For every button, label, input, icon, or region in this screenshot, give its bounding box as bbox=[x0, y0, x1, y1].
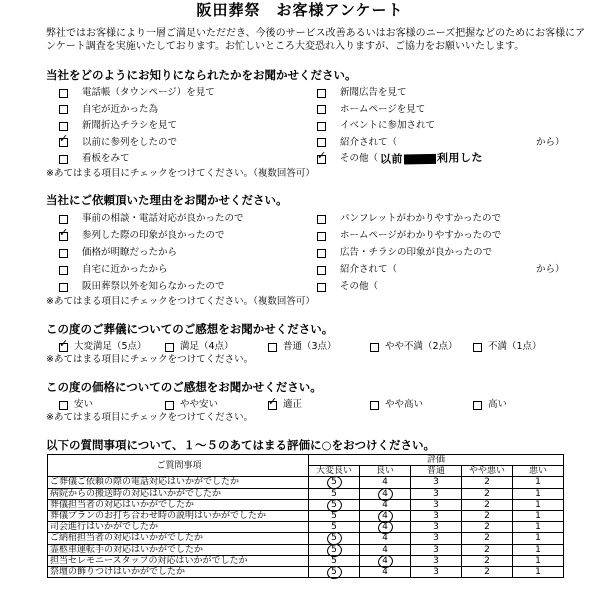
rating-value: 3 bbox=[433, 499, 439, 510]
q3-option-label: やや不満（2点） bbox=[385, 341, 458, 352]
scale-label: 普通 bbox=[411, 466, 462, 477]
q3-option[interactable] bbox=[165, 341, 234, 353]
table-row bbox=[48, 477, 564, 488]
question-cell: 祭壇の飾りつけはいかがでしたか bbox=[48, 566, 309, 577]
rating-value: 2 bbox=[484, 488, 490, 499]
q2-right-option[interactable] bbox=[317, 213, 501, 225]
q1-right-checkbox[interactable] bbox=[317, 89, 326, 98]
rating-value: 4 bbox=[382, 566, 388, 577]
q2-heading: 当社にご依頼頂いた理由をお聞かせください。 bbox=[46, 193, 288, 207]
q1-heading: 当社をどのようにお知りになられたかをお聞かせください。 bbox=[46, 68, 357, 82]
q3-option[interactable] bbox=[370, 341, 458, 353]
q2-left-option[interactable] bbox=[59, 247, 177, 259]
q1-left-checkbox[interactable] bbox=[59, 89, 68, 98]
handwritten-pre: 以前 bbox=[379, 152, 404, 166]
rating-cell[interactable] bbox=[309, 566, 360, 577]
q3-note: ※あてはまる項目にチェックをつけてください。 bbox=[46, 354, 254, 365]
q2-right-option-label: 広告・チラシの印象が良かったので bbox=[340, 247, 493, 258]
rating-value: 2 bbox=[484, 544, 490, 555]
rating-value: 1 bbox=[535, 488, 541, 499]
rating-cell[interactable] bbox=[462, 566, 513, 577]
rating-value: 1 bbox=[535, 511, 541, 522]
rating-cell[interactable] bbox=[360, 533, 411, 544]
q4-option-label: やや高い bbox=[385, 399, 424, 410]
scale-label: 大変良い bbox=[309, 466, 360, 477]
table-row bbox=[48, 566, 564, 577]
rating-value: 4 bbox=[382, 499, 388, 510]
q2-right-option-label: パンフレットがわかりやすかったので bbox=[340, 213, 502, 224]
q2-left-option-label: 価格が明瞭だったから bbox=[82, 247, 178, 258]
q2-left-checkbox[interactable] bbox=[59, 266, 68, 275]
scale-label: やや悪い bbox=[462, 466, 513, 477]
table-row bbox=[48, 499, 564, 510]
q2-note: ※あてはまる項目にチェックをつけてください。（複数回答可） bbox=[46, 296, 315, 307]
q2-left-checkbox[interactable] bbox=[59, 249, 68, 258]
rating-value: 4 bbox=[382, 488, 388, 499]
table-row bbox=[48, 488, 564, 499]
q2-right-checkbox[interactable] bbox=[317, 232, 326, 241]
q2-left-option-label: 参列した際の印象が良かったので bbox=[82, 230, 225, 241]
rating-cell[interactable] bbox=[462, 499, 513, 510]
rating-cell[interactable] bbox=[411, 566, 462, 577]
rating-value: 5 bbox=[331, 544, 337, 555]
q2-right-checkbox[interactable] bbox=[317, 249, 326, 258]
rating-cell[interactable] bbox=[513, 566, 564, 577]
table-row bbox=[48, 544, 564, 555]
q1-left-option[interactable] bbox=[59, 137, 177, 149]
rating-value: 2 bbox=[484, 499, 490, 510]
rating-cell[interactable] bbox=[411, 510, 462, 521]
rating-cell[interactable] bbox=[309, 477, 360, 488]
rating-value: 2 bbox=[484, 511, 490, 522]
q2-left-option-label: 事前の相談・電話対応が良かったので bbox=[82, 213, 244, 224]
question-cell: 葬儀担当者の対応はいかがでしたか bbox=[48, 499, 309, 510]
rating-value: 5 bbox=[331, 499, 337, 510]
intro-text: 弊社ではお客様により一層ご満足いただだき、今後のサービス改善あるいはお客様のニーズ把握などのためにお客様にアンケート調査を実施いたしております。お忙しいところ大変恐れ入りますが、ご協力をお願いいたします。 bbox=[46, 28, 586, 52]
q4-option-label: 高い bbox=[488, 399, 508, 410]
q2-left-option[interactable] bbox=[59, 213, 244, 225]
q1-left-option[interactable] bbox=[59, 153, 130, 165]
q4-option[interactable] bbox=[268, 399, 302, 411]
table-row bbox=[48, 533, 564, 544]
q3-option-label: 普通（3点） bbox=[283, 341, 337, 352]
q3-option[interactable] bbox=[59, 341, 147, 353]
rating-value: 3 bbox=[433, 544, 439, 555]
rating-value: 2 bbox=[484, 533, 490, 544]
rating-cell[interactable] bbox=[411, 477, 462, 488]
rating-value: 5 bbox=[331, 533, 337, 544]
q1-right-checkbox[interactable] bbox=[317, 122, 326, 131]
q1-right-option-label: 新聞広告を見て bbox=[340, 87, 407, 98]
rating-cell[interactable] bbox=[360, 555, 411, 566]
rating-value: 4 bbox=[382, 511, 388, 522]
rating-value: 3 bbox=[433, 511, 439, 522]
q3-checkbox[interactable] bbox=[165, 343, 174, 352]
rating-value: 3 bbox=[433, 566, 439, 577]
q1-left-option-label: 新聞折込チラシを見て bbox=[82, 120, 178, 131]
q1-left-checkbox[interactable] bbox=[59, 105, 68, 114]
rating-cell[interactable] bbox=[513, 522, 564, 533]
rating-value: 3 bbox=[433, 522, 439, 533]
rating-cell[interactable] bbox=[513, 555, 564, 566]
rating-cell[interactable] bbox=[462, 477, 513, 488]
question-cell: 病院からの搬送時の対応はいかがでしたか bbox=[48, 488, 309, 499]
rating-cell[interactable] bbox=[513, 488, 564, 499]
q4-option-label: 適正 bbox=[283, 399, 303, 410]
q2-right-suffix: から） bbox=[536, 264, 565, 275]
rating-value: 1 bbox=[535, 477, 541, 488]
rating-cell[interactable] bbox=[360, 488, 411, 499]
rating-cell[interactable] bbox=[360, 522, 411, 533]
q2-left-option[interactable] bbox=[59, 264, 168, 276]
q5-heading: 以下の質問事項について、１～５のあてはまる評価に○をおつけください。 bbox=[46, 438, 435, 452]
rating-value: 1 bbox=[535, 499, 541, 510]
rating-cell[interactable] bbox=[462, 522, 513, 533]
rating-cell[interactable] bbox=[513, 477, 564, 488]
question-cell: 司会進行はいかがでしたか bbox=[48, 522, 309, 533]
rating-value: 5 bbox=[331, 477, 337, 488]
q3-option[interactable] bbox=[268, 341, 337, 353]
rating-cell[interactable] bbox=[309, 544, 360, 555]
q4-checkbox[interactable] bbox=[473, 401, 482, 410]
question-cell: 担当セレモニースタッフの対応はいかがでしたか bbox=[48, 555, 309, 566]
q2-left-checkbox[interactable] bbox=[59, 283, 68, 292]
q2-left-option[interactable] bbox=[59, 230, 225, 242]
q3-checkbox[interactable] bbox=[473, 343, 482, 352]
q2-left-option-label: 阪田葬祭以外を知らなかったので bbox=[82, 281, 225, 292]
q4-option[interactable] bbox=[473, 399, 507, 411]
rating-value: 4 bbox=[382, 533, 388, 544]
rating-cell[interactable] bbox=[360, 544, 411, 555]
rating-cell[interactable] bbox=[462, 533, 513, 544]
q1-left-option[interactable] bbox=[59, 104, 158, 116]
rating-value: 3 bbox=[433, 488, 439, 499]
rating-cell[interactable] bbox=[513, 544, 564, 555]
rating-cell[interactable] bbox=[309, 499, 360, 510]
q2-right-option-label: その他（ bbox=[340, 281, 379, 292]
q1-right-option[interactable] bbox=[317, 104, 425, 116]
rating-value: 5 bbox=[331, 522, 337, 533]
q1-right-checkbox[interactable] bbox=[317, 105, 326, 114]
q4-option[interactable] bbox=[165, 399, 218, 411]
col-rating-header: 評価 bbox=[309, 455, 564, 466]
survey-title: 阪田葬祭 お客様アンケート bbox=[196, 1, 404, 19]
rating-value: 2 bbox=[484, 522, 490, 533]
q1-right-option[interactable] bbox=[317, 87, 407, 99]
scale-label: 良い bbox=[360, 466, 411, 477]
q4-option[interactable] bbox=[59, 399, 93, 411]
q2-right-option-label: 紹介されて（ bbox=[340, 264, 398, 275]
q1-right-checkbox[interactable] bbox=[317, 155, 326, 164]
q2-left-checkbox[interactable] bbox=[59, 232, 68, 241]
q1-right-option-label: ホームページを見て bbox=[340, 103, 426, 115]
q4-heading: この度の価格についてのご感想をお聞かせください。 bbox=[46, 380, 322, 394]
rating-value: 5 bbox=[331, 511, 337, 522]
rating-cell[interactable] bbox=[309, 533, 360, 544]
q2-left-checkbox[interactable] bbox=[59, 215, 68, 224]
rating-value: 4 bbox=[382, 522, 388, 533]
q2-right-checkbox[interactable] bbox=[317, 283, 326, 292]
q2-right-checkbox[interactable] bbox=[317, 215, 326, 224]
table-row bbox=[48, 510, 564, 521]
rating-cell[interactable] bbox=[462, 510, 513, 521]
rating-cell[interactable] bbox=[513, 499, 564, 510]
col-question-header: ご質問事項 bbox=[48, 455, 309, 477]
rating-cell[interactable] bbox=[360, 566, 411, 577]
q3-checkbox[interactable] bbox=[268, 343, 277, 352]
question-cell: ご納棺担当者の対応はいかがでしたか bbox=[48, 533, 309, 544]
q1-left-option-label: 以前に参列をしたので bbox=[82, 136, 178, 148]
q1-left-option[interactable] bbox=[59, 87, 215, 99]
handwritten-answer bbox=[380, 152, 483, 166]
table-header-row bbox=[48, 455, 564, 466]
q4-option[interactable] bbox=[370, 399, 423, 411]
q1-left-option[interactable] bbox=[59, 120, 177, 132]
rating-value: 5 bbox=[331, 555, 337, 566]
q3-option-label: 大変満足（5点） bbox=[74, 341, 147, 352]
rating-value: 4 bbox=[382, 544, 388, 555]
q1-left-checkbox[interactable] bbox=[59, 122, 68, 131]
table-row bbox=[48, 522, 564, 533]
q1-note: ※あてはまる項目にチェックをつけてください。（複数回答可） bbox=[46, 168, 315, 179]
rating-table bbox=[47, 454, 564, 578]
q1-right-option[interactable] bbox=[317, 120, 435, 132]
q4-checkbox[interactable] bbox=[268, 401, 277, 410]
rating-cell[interactable] bbox=[360, 477, 411, 488]
rating-value: 1 bbox=[535, 544, 541, 555]
question-cell: 霊柩車運転手の対応はいかがでしたか bbox=[48, 544, 309, 555]
rating-value: 1 bbox=[535, 566, 541, 577]
q3-option[interactable] bbox=[473, 341, 542, 353]
rating-cell[interactable] bbox=[411, 555, 462, 566]
rating-value: 2 bbox=[484, 555, 490, 566]
q4-option-label: 安い bbox=[74, 399, 94, 410]
rating-cell[interactable] bbox=[411, 499, 462, 510]
scale-label: 悪い bbox=[513, 466, 564, 477]
handwritten-post: 利用した bbox=[436, 151, 484, 165]
q4-option-label: やや安い bbox=[180, 399, 219, 410]
q1-left-option-label: 自宅が近かった為 bbox=[82, 103, 159, 115]
rating-cell[interactable] bbox=[309, 510, 360, 521]
rating-value: 3 bbox=[433, 477, 439, 488]
q3-checkbox[interactable] bbox=[370, 343, 379, 352]
q2-left-option-label: 自宅に近かったから bbox=[82, 264, 168, 275]
q2-left-option[interactable] bbox=[59, 281, 225, 293]
rating-cell[interactable] bbox=[462, 544, 513, 555]
rating-value: 3 bbox=[433, 533, 439, 544]
q2-right-option[interactable] bbox=[317, 264, 397, 276]
rating-value: 4 bbox=[382, 477, 388, 488]
q1-right-option[interactable] bbox=[317, 137, 397, 149]
rating-cell[interactable] bbox=[411, 522, 462, 533]
q1-left-checkbox[interactable] bbox=[59, 155, 68, 164]
q3-checkbox[interactable] bbox=[59, 343, 68, 352]
q1-right-option-label: 紹介されて（ bbox=[340, 136, 398, 148]
rating-value: 5 bbox=[331, 566, 337, 577]
q2-right-checkbox[interactable] bbox=[317, 266, 326, 275]
q2-right-option-label: ホームページがわかりやすかったので bbox=[340, 230, 502, 241]
q4-checkbox[interactable] bbox=[59, 401, 68, 410]
rating-cell[interactable] bbox=[309, 488, 360, 499]
q1-right-option-label: イベントに参加されて bbox=[340, 120, 436, 131]
q2-right-option[interactable] bbox=[317, 281, 378, 293]
rating-cell[interactable] bbox=[513, 510, 564, 521]
q1-left-option-label: 電話帳（タウンページ）を見て bbox=[82, 87, 215, 98]
rating-value: 2 bbox=[484, 477, 490, 488]
question-cell: 葬儀プランのお打ち合わせ時の説明はいかがでしたか bbox=[48, 510, 309, 521]
rating-cell[interactable] bbox=[462, 555, 513, 566]
rating-value: 1 bbox=[535, 522, 541, 533]
rating-cell[interactable] bbox=[309, 555, 360, 566]
q3-heading: この度のご葬儀についてのご感想をお聞かせください。 bbox=[46, 322, 334, 336]
q1-left-option-label: 看板をみて bbox=[82, 153, 130, 164]
selected-circle-mark bbox=[326, 564, 344, 580]
rating-value: 2 bbox=[484, 566, 490, 577]
q2-right-option[interactable] bbox=[317, 247, 492, 259]
rating-cell[interactable] bbox=[411, 544, 462, 555]
q3-option-label: 満足（4点） bbox=[180, 341, 234, 352]
rating-cell[interactable] bbox=[411, 533, 462, 544]
rating-value: 3 bbox=[433, 555, 439, 566]
rating-value: 4 bbox=[382, 555, 388, 566]
question-cell: ご葬儀ご依頼の際の電話対応はいかがでしたか bbox=[48, 477, 309, 488]
q2-right-option[interactable] bbox=[317, 230, 501, 242]
rating-cell[interactable] bbox=[411, 488, 462, 499]
q4-checkbox[interactable] bbox=[165, 401, 174, 410]
q4-checkbox[interactable] bbox=[370, 401, 379, 410]
q1-right-suffix: から） bbox=[536, 136, 565, 148]
redaction-block bbox=[404, 154, 436, 165]
rating-value: 1 bbox=[535, 533, 541, 544]
q1-right-option-label: その他（ bbox=[340, 153, 379, 164]
q1-right-option[interactable] bbox=[317, 153, 483, 165]
rating-value: 1 bbox=[535, 555, 541, 566]
q3-option-label: 不満（1点） bbox=[488, 341, 542, 352]
rating-cell[interactable] bbox=[462, 488, 513, 499]
q1-right-checkbox[interactable] bbox=[317, 138, 326, 147]
table-row bbox=[48, 555, 564, 566]
rating-value: 5 bbox=[331, 488, 337, 499]
q1-left-checkbox[interactable] bbox=[59, 138, 68, 147]
rating-cell[interactable] bbox=[513, 533, 564, 544]
q4-note: ※あてはまる項目にチェックをつけてください。 bbox=[46, 412, 254, 423]
